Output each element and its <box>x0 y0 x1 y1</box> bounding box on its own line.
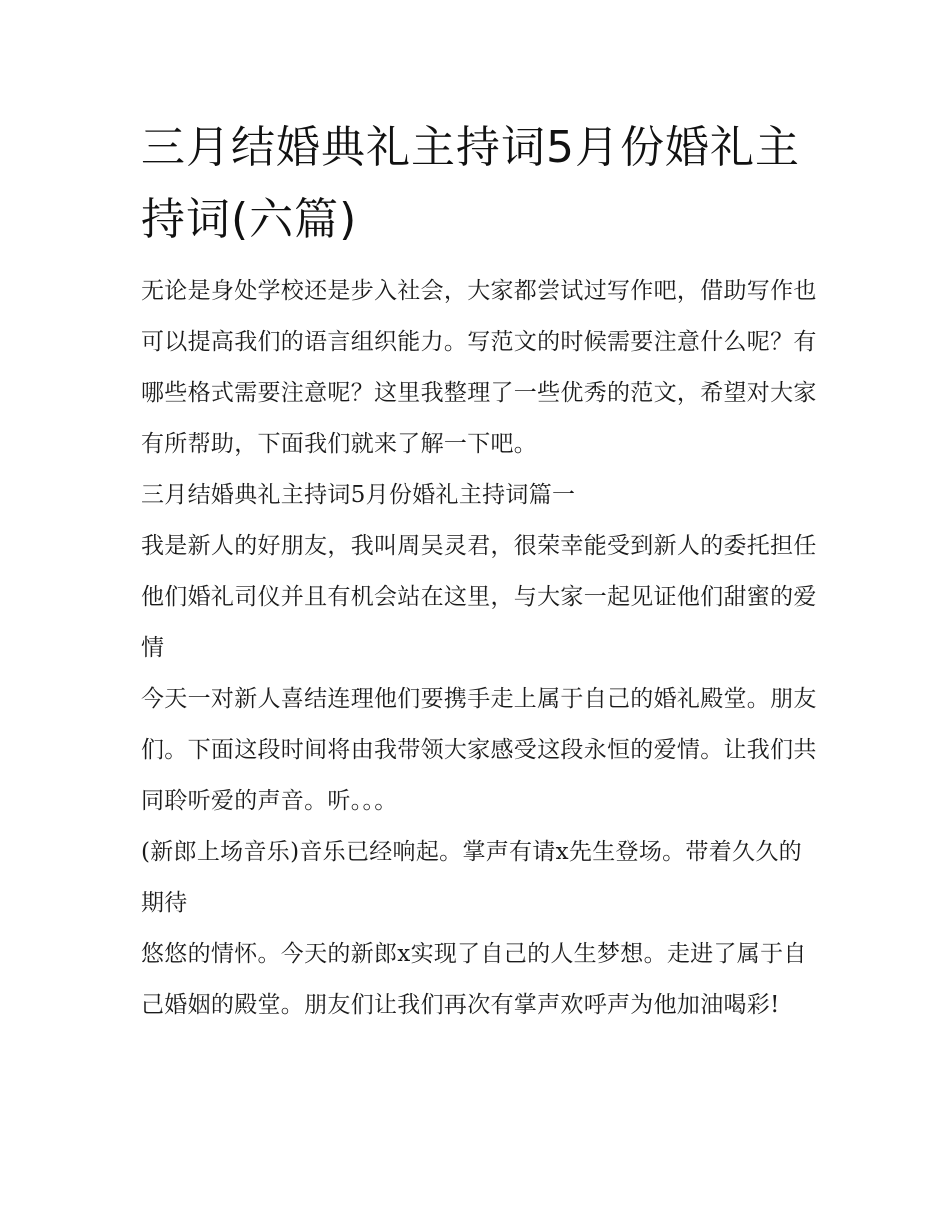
body-paragraph: (新郎上场音乐)音乐已经响起。掌声有请x先生登场。带着久久的期待 <box>141 839 802 916</box>
intro-paragraph: 无论是身处学校还是步入社会，大家都尝试过写作吧，借助写作也可以提高我们的语言组织能力。写范文的时候需要注意什么呢？有哪些格式需要注意呢？这里我整理了一些优秀的范文，希望对大家有所帮助，下面我们就来了解一下吧。 <box>141 278 817 457</box>
document-body <box>141 266 821 1031</box>
body-paragraph: 我是新人的好朋友，我叫周吴灵君，很荣幸能受到新人的委托担任他们婚礼司仪并且有机会站在这里，与大家一起见证他们甜蜜的爱情 <box>141 533 817 661</box>
body-paragraph: 悠悠的情怀。今天的新郎x实现了自己的人生梦想。走进了属于自己婚姻的殿堂。朋友们让我们再次有掌声欢呼声为他加油喝彩! <box>141 941 807 1018</box>
document-page <box>141 112 821 1031</box>
section-heading: 三月结婚典礼主持词5月份婚礼主持词篇一 <box>141 482 576 508</box>
document-title: 三月结婚典礼主持词5月份婚礼主持词(六篇) <box>141 122 800 245</box>
body-paragraph: 今天一对新人喜结连理他们要携手走上属于自己的婚礼殿堂。朋友们。下面这段时间将由我带领大家感受这段永恒的爱情。让我们共同聆听爱的声音。听。。。 <box>141 686 817 814</box>
